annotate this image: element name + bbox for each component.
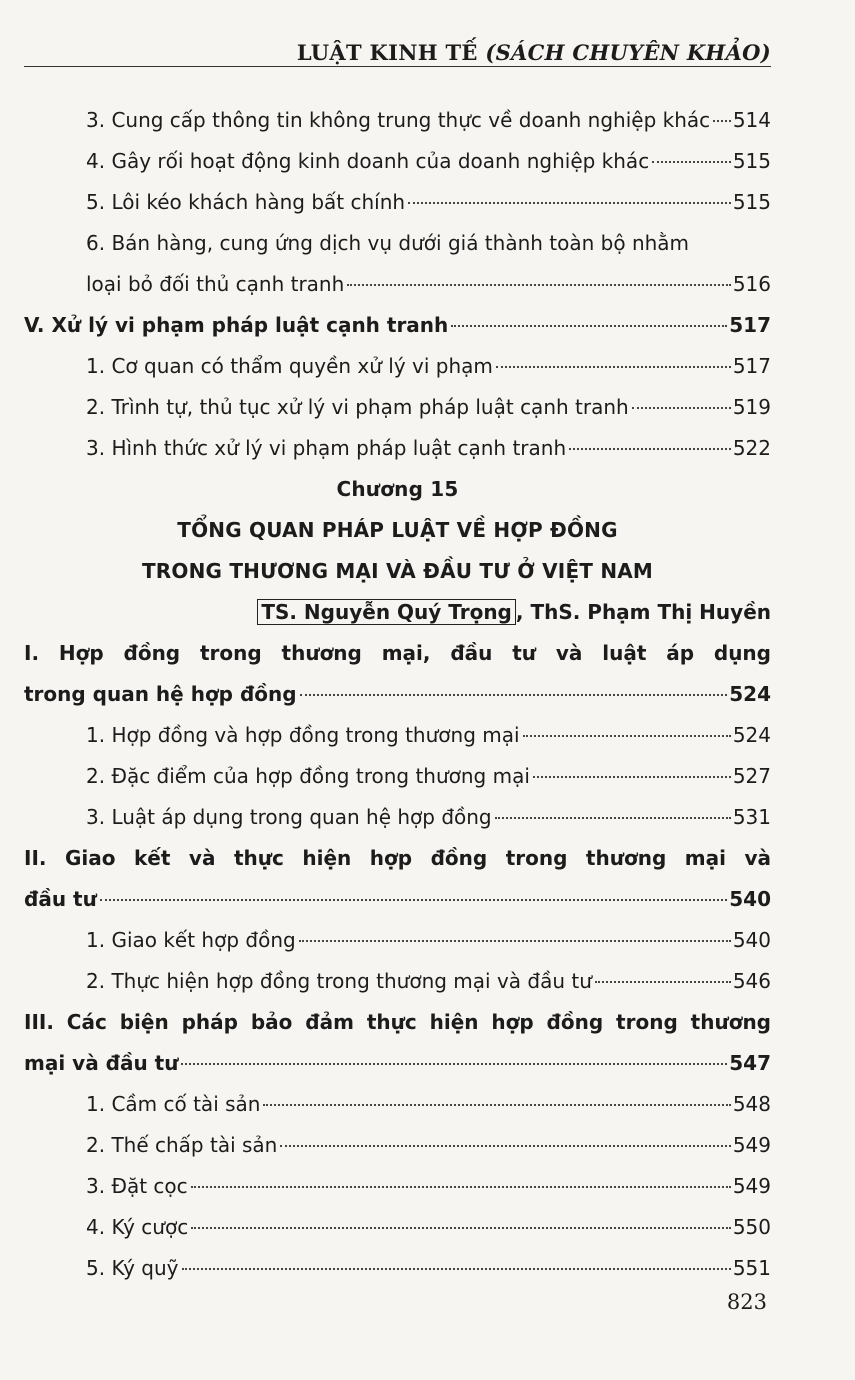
toc-entry-page: 517 [732,354,771,378]
toc-entry-page: 549 [732,1174,771,1198]
chapter-title-line1: TỔNG QUAN PHÁP LUẬT VỀ HỢP ĐỒNG [177,518,618,542]
toc-entry-label: 3. Hình thức xử lý vi phạm pháp luật cạnh tranh [86,436,567,460]
toc-entry [24,1248,771,1289]
header-book-subtitle: (SÁCH CHUYÊN KHẢO) [485,40,771,65]
toc-entry-label: 2. Đặc điểm của hợp đồng trong thương mại [86,764,530,788]
toc-section-first-line: III. Các biện pháp bảo đảm thực hiện hợp đồng trong thương [24,1010,771,1034]
toc-entry-page: 527 [732,764,771,788]
dot-leader [569,448,731,450]
toc-entry-label: 4. Ký cược [86,1215,189,1239]
dot-leader [191,1227,731,1229]
dot-leader [299,940,731,942]
toc-entry [24,182,771,223]
toc-entry-label: loại bỏ đối thủ cạnh tranh [86,272,345,296]
toc-entry-label: 2. Trình tự, thủ tục xử lý vi phạm pháp luật cạnh tranh [86,395,629,419]
toc-entry [24,1084,771,1125]
author-separator: , [515,600,531,624]
toc-entry-label: 1. Hợp đồng và hợp đồng trong thương mại [86,723,520,747]
toc-section-label: mại và đầu tư [24,1051,179,1075]
toc-entry-page: 516 [732,272,771,296]
toc-entry [24,387,771,428]
toc-entry-label: 3. Đặt cọc [86,1174,188,1198]
toc-section-label: V. Xử lý vi phạm pháp luật cạnh tranh [24,313,449,337]
toc-entry [24,1166,771,1207]
dot-leader [632,407,731,409]
page-number: 823 [726,1290,767,1314]
toc-entry [24,961,771,1002]
toc-entry [24,715,771,756]
toc-entry [24,346,771,387]
toc-entry-page: 540 [732,928,771,952]
toc-entry-page: 522 [732,436,771,460]
author-secondary: ThS. Phạm Thị Huyền [530,600,771,624]
toc-section-heading [24,879,771,920]
toc-entry-page: 514 [732,108,771,132]
toc-entry [24,141,771,182]
toc-entry-label: 5. Lôi kéo khách hàng bất chính [86,190,406,214]
toc-section-page: 524 [729,682,771,706]
toc-entry [24,1125,771,1166]
dot-leader [181,1063,727,1065]
toc-entry-page: 548 [732,1092,771,1116]
table-of-contents [24,100,771,1289]
dot-leader [652,161,731,163]
toc-section-heading [24,305,771,346]
toc-section-first-line: II. Giao kết và thực hiện hợp đồng trong thương mại và [24,846,771,870]
toc-entry-label: 5. Ký quỹ [86,1256,179,1280]
toc-entry-label: 3. Cung cấp thông tin không trung thực về doanh nghiệp khác [86,108,711,132]
toc-section-page: 547 [729,1051,771,1075]
dot-leader [408,202,731,204]
toc-entry-page: 524 [732,723,771,747]
dot-leader [280,1145,730,1147]
toc-entry-label: 4. Gây rối hoạt động kinh doanh của doanh nghiệp khác [86,149,650,173]
toc-entry-first-line: 6. Bán hàng, cung ứng dịch vụ dưới giá thành toàn bộ nhằm [86,231,690,255]
dot-leader [595,981,731,983]
chapter-title-line2: TRONG THƯƠNG MẠI VÀ ĐẦU TƯ Ở VIỆT NAM [141,559,654,583]
dot-leader [713,120,731,122]
dot-leader [100,899,727,901]
running-header [24,40,771,65]
dot-leader [451,325,727,327]
toc-entry-label: 3. Luật áp dụng trong quan hệ hợp đồng [86,805,492,829]
toc-section-page: 540 [729,887,771,911]
toc-entry-page: 515 [732,149,771,173]
toc-entry [24,428,771,469]
toc-entry-label: 2. Thế chấp tài sản [86,1133,278,1157]
toc-section-label: đầu tư [24,887,97,911]
toc-section-heading [24,1043,771,1084]
dot-leader [495,817,731,819]
dot-leader [182,1268,731,1270]
dot-leader [300,694,728,696]
toc-entry [24,1207,771,1248]
header-book-title: LUẬT KINH TẾ [296,40,478,65]
toc-entry-page: 551 [732,1256,771,1280]
toc-entry [24,920,771,961]
toc-entry-label: 1. Giao kết hợp đồng [86,928,296,952]
toc-entry-label: 1. Cơ quan có thẩm quyền xử lý vi phạm [86,354,493,378]
toc-entry-label: 2. Thực hiện hợp đồng trong thương mại và đầu tư [86,969,592,993]
author-primary: TS. Nguyễn Quý Trọng [257,599,516,625]
dot-leader [523,735,731,737]
header-rule [24,66,771,67]
toc-entry-page: 531 [732,805,771,829]
toc-entry-page: 549 [732,1133,771,1157]
dot-leader [533,776,731,778]
dot-leader [191,1186,731,1188]
chapter-authors [24,592,771,633]
dot-leader [496,366,731,368]
toc-entry-page: 519 [732,395,771,419]
dot-leader [263,1104,730,1106]
toc-entry-page: 550 [732,1215,771,1239]
toc-entry-page: 515 [732,190,771,214]
toc-section-heading [24,674,771,715]
toc-entry [24,756,771,797]
toc-section-label: trong quan hệ hợp đồng [24,682,297,706]
toc-section-first-line: I. Hợp đồng trong thương mại, đầu tư và luật áp dụng [24,641,771,665]
toc-entry [24,264,771,305]
toc-section-page: 517 [729,313,771,337]
toc-entry [24,100,771,141]
dot-leader [347,284,731,286]
toc-entry [24,797,771,838]
toc-entry-label: 1. Cầm cố tài sản [86,1092,261,1116]
toc-entry-page: 546 [732,969,771,993]
chapter-number: Chương 15 [336,477,459,501]
